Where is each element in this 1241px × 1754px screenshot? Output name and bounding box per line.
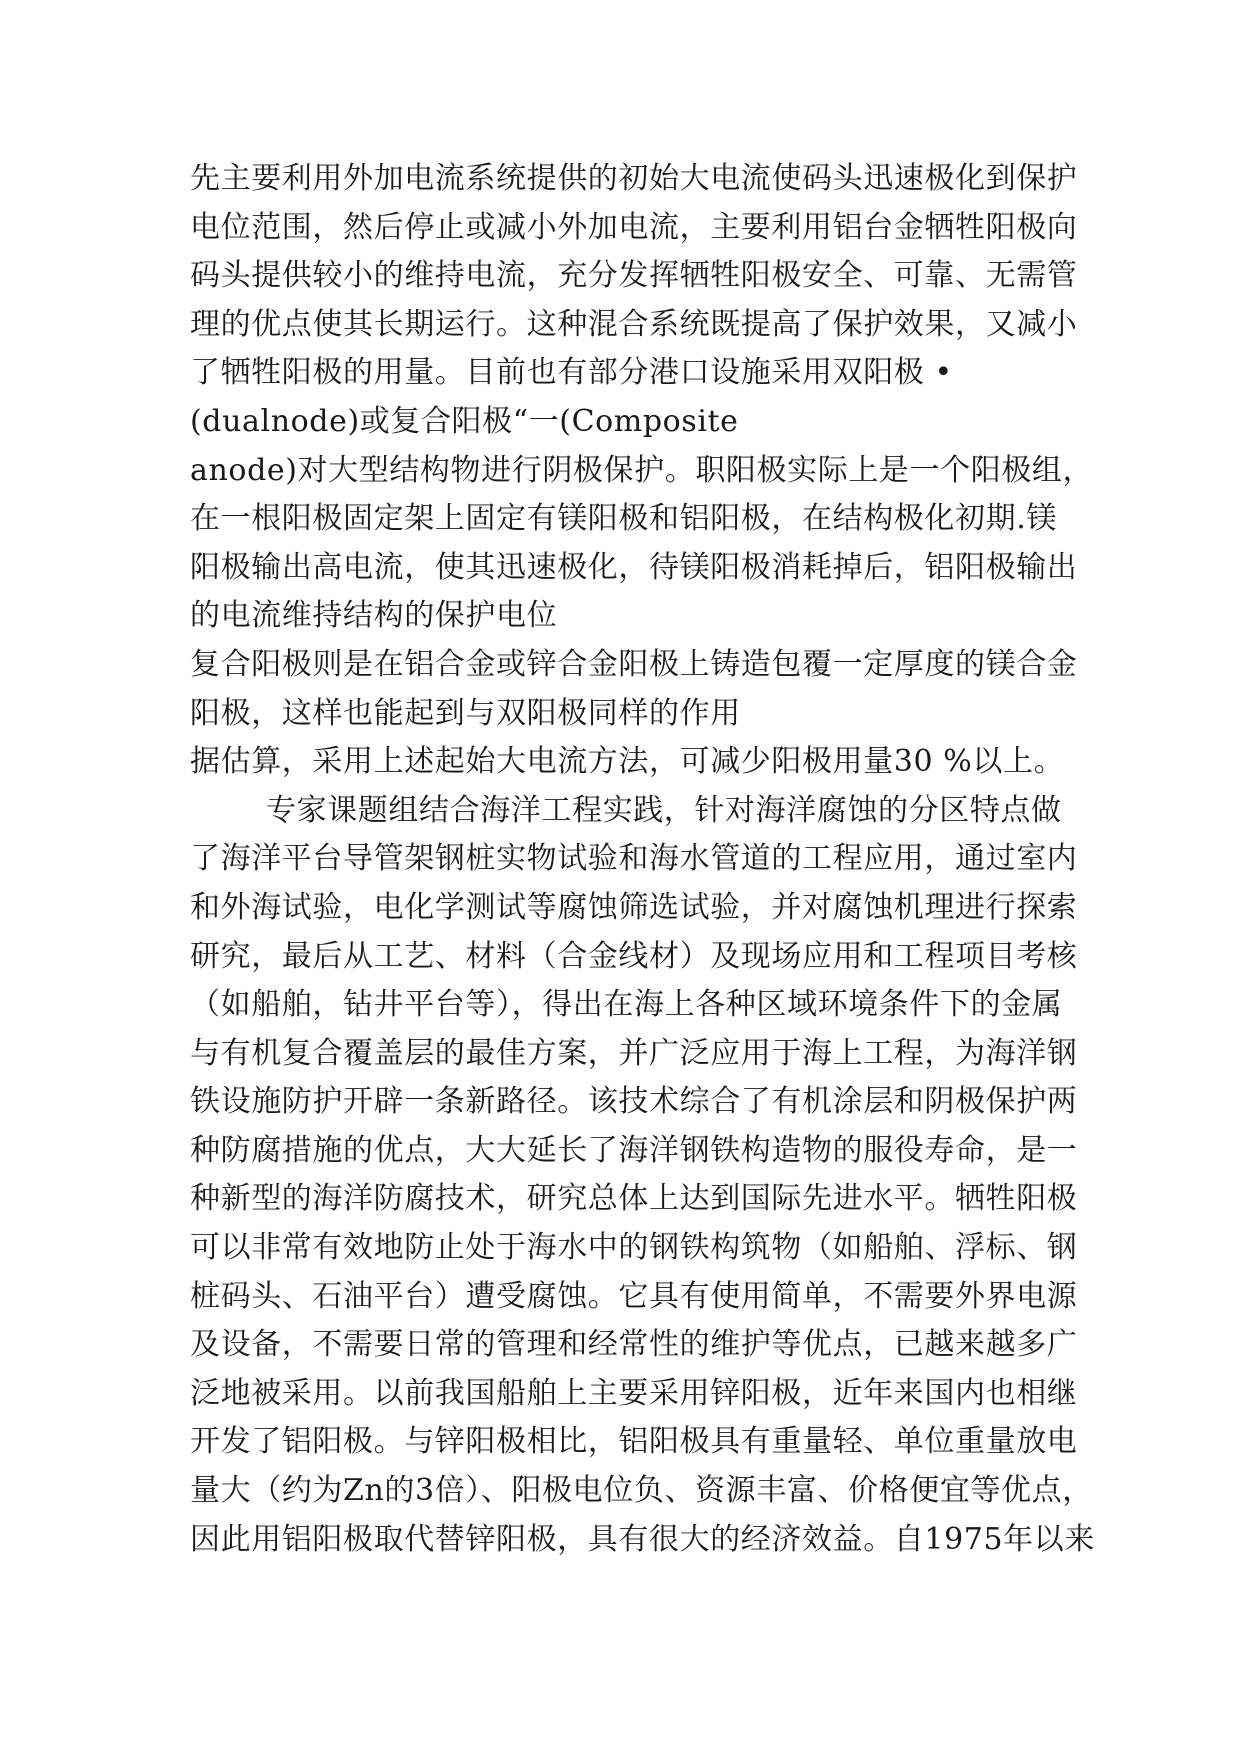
text-line: 开发了铝阳极。与锌阳极相比，铝阳极具有重量轻、单位重量放电 [190,1424,1078,1460]
text-line: (dualnode)或复合阳极“一(Composite [190,403,739,439]
body-text [190,155,1095,1564]
text-line: anode)对大型结构物进行阴极保护。职阳极实际上是一个阳极组， [190,452,1094,488]
paragraph-start-line: 专家课题组结合海洋工程实践，针对海洋腐蚀的分区特点做 [266,792,1062,828]
text-line: 可以非常有效地防止处于海水中的钢铁构筑物（如船舶、浮标、钢 [190,1230,1078,1266]
text-line: 了牺牲阳极的用量。目前也有部分港口设施采用双阳极 • [190,355,953,391]
text-line: 研究，最后从工艺、材料（合金线材）及现场应用和工程项目考核 [190,938,1078,974]
text-line: 阳极输出高电流，使其迅速极化，待镁阳极消耗掉后，铝阳极输出 [190,549,1078,585]
text-line: 铁设施防护开辟一条新路径。该技术综合了有机涂层和阴极保护两 [190,1084,1078,1120]
text-line: 电位范围，然后停止或减小外加电流，主要利用铝台金牺牲阳极向 [190,209,1078,245]
text-line: 据估算，采用上述起始大电流方法，可减少阳极用量30 %以上。 [190,744,1065,780]
text-line: 和外海试验，电化学测试等腐蚀筛选试验，并对腐蚀机理进行探索 [190,889,1078,925]
text-line: 码头提供较小的维持电流，充分发挥牺牲阳极安全、可靠、无需管 [190,258,1078,294]
text-line: 量大（约为Zn的3倍）、阳极电位负、资源丰富、价格便宜等优点， [190,1473,1093,1509]
text-line: 复合阳极则是在铝合金或锌合金阳极上铸造包覆一定厚度的镁合金 [190,646,1078,682]
text-line: 阳极，这样也能起到与双阳极同样的作用 [190,695,741,731]
text-line: 种防腐措施的优点，大大延长了海洋钢铁构造物的服役寿命，是一 [190,1132,1078,1168]
text-line: 在一根阳极固定架上固定有镁阳极和铝阳极，在结构极化初期.镁 [190,501,1057,537]
text-line: 了海洋平台导管架钢桩实物试验和海水管道的工程应用，通过室内 [190,841,1078,877]
text-line: 及设备，不需要日常的管理和经常性的维护等优点，已越来越多广 [190,1327,1078,1363]
text-line: 桩码头、石油平台）遭受腐蚀。它具有使用简单，不需要外界电源 [190,1278,1078,1314]
text-line: 与有机复合覆盖层的最佳方案，并广泛应用于海上工程，为海洋钢 [190,1035,1078,1071]
text-line: 理的优点使其长期运行。这种混合系统既提高了保护效果，又减小 [190,306,1078,342]
text-line: （如船舶，钻井平台等），得出在海上各种区域环境条件下的金属 [190,987,1063,1023]
text-line: 先主要利用外加电流系统提供的初始大电流使码头迅速极化到保护 [190,161,1078,196]
text-line: 的电流维持结构的保护电位 [190,598,558,634]
text-line: 种新型的海洋防腐技术，研究总体上达到国际先进水平。牺牲阳极 [190,1181,1078,1217]
text-line: 泛地被采用。以前我国船舶上主要采用锌阳极，近年来国内也相继 [190,1375,1078,1411]
text-line: 因此用铝阳极取代替锌阳极，具有很大的经济效益。自1975年以来 [190,1521,1095,1557]
